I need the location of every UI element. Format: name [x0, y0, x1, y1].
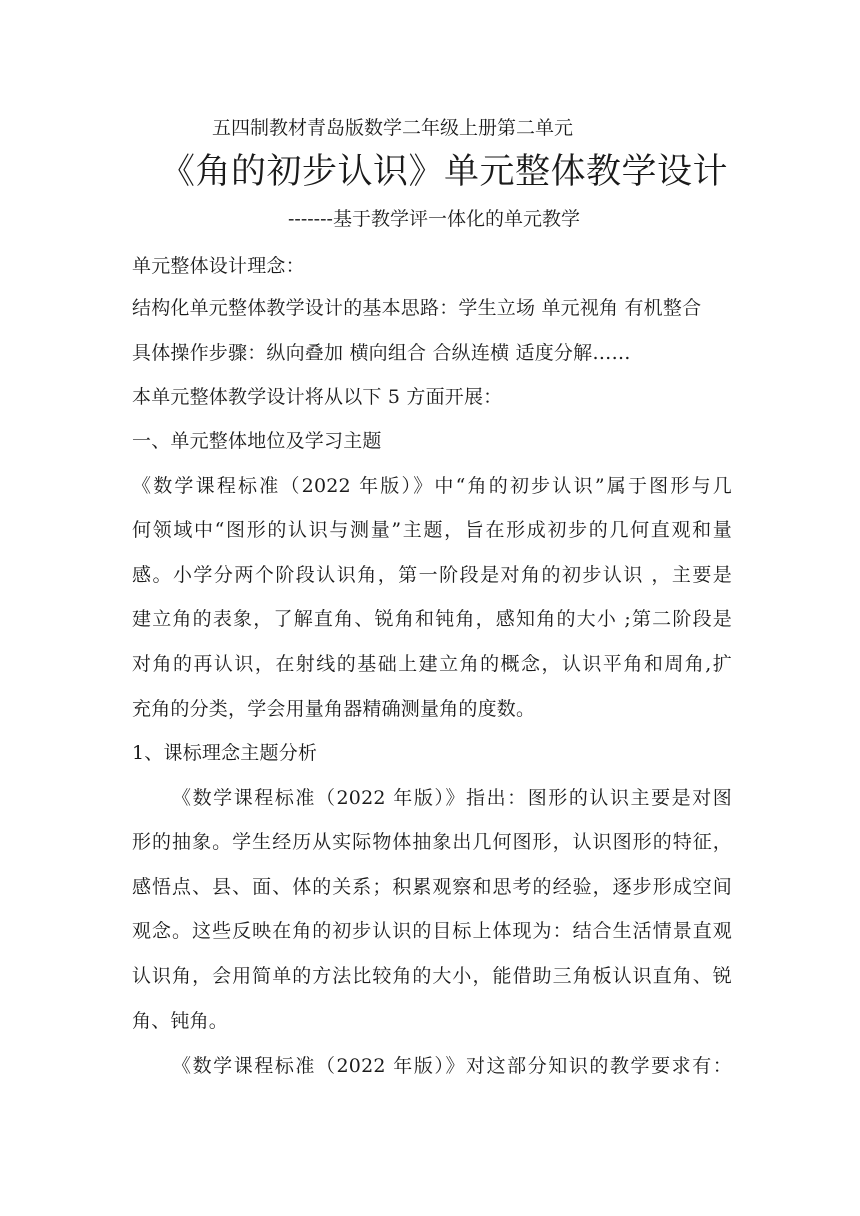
section-1-1-last-line: 《数学课程标准（2022 年版）》对这部分知识的教学要求有：: [172, 1055, 732, 1077]
section-1-1-para-line: 《数学课程标准（2022 年版）》指出：图形的认识主要是对图: [172, 787, 732, 809]
section-1-para-line: 《数学课程标准（2022 年版）》中“角的初步认识”属于图形与几: [132, 475, 732, 497]
section-1-1-para-line: 认识角，会用简单的方法比较角的大小，能借助三角板认识直角、锐: [132, 965, 732, 987]
section-1-para-line: 对角的再认识，在射线的基础上建立角的概念，认识平角和周角,扩: [132, 653, 732, 675]
section-1-1-heading: 1、课标理念主题分析: [132, 742, 318, 764]
intro-line-1: 结构化单元整体教学设计的基本思路：学生立场 单元视角 有机整合: [132, 297, 702, 319]
intro-line-2: 具体操作步骤：纵向叠加 横向组合 合纵连横 适度分解……: [132, 342, 631, 364]
section-1-1-para-line: 观念。这些反映在角的初步认识的目标上体现为：结合生活情景直观: [132, 920, 732, 942]
section-1-para-line: 建立角的表象，了解直角、锐角和钝角，感知角的大小 ;第二阶段是: [132, 608, 732, 630]
document-subtitle: -------基于教学评一体化的单元教学: [288, 208, 580, 230]
section-1-1-para-line: 角、钝角。: [132, 1010, 229, 1032]
intro-line-3: 本单元整体教学设计将从以下 5 方面开展：: [132, 386, 503, 408]
section-1-para-line: 充角的分类，学会用量角器精确测量角的度数。: [132, 698, 536, 720]
textbook-line: 五四制教材青岛版数学二年级上册第二单元: [212, 117, 574, 139]
document-title: 《角的初步认识》单元整体教学设计: [160, 152, 729, 192]
section-1-para-line: 感。小学分两个阶段认识角，第一阶段是对角的初步认识 ，主要是: [132, 564, 732, 586]
section-1-para-line: 何领域中“图形的认识与测量”主题，旨在形成初步的几何直观和量: [132, 519, 732, 541]
intro-heading: 单元整体设计理念：: [132, 255, 305, 277]
section-1-heading: 一、单元整体地位及学习主题: [132, 430, 382, 452]
section-1-1-para-line: 感悟点、县、面、体的关系；积累观察和思考的经验，逐步形成空间: [132, 876, 732, 898]
section-1-1-para-line: 形的抽象。学生经历从实际物体抽象出几何图形，认识图形的特征，: [132, 831, 732, 853]
